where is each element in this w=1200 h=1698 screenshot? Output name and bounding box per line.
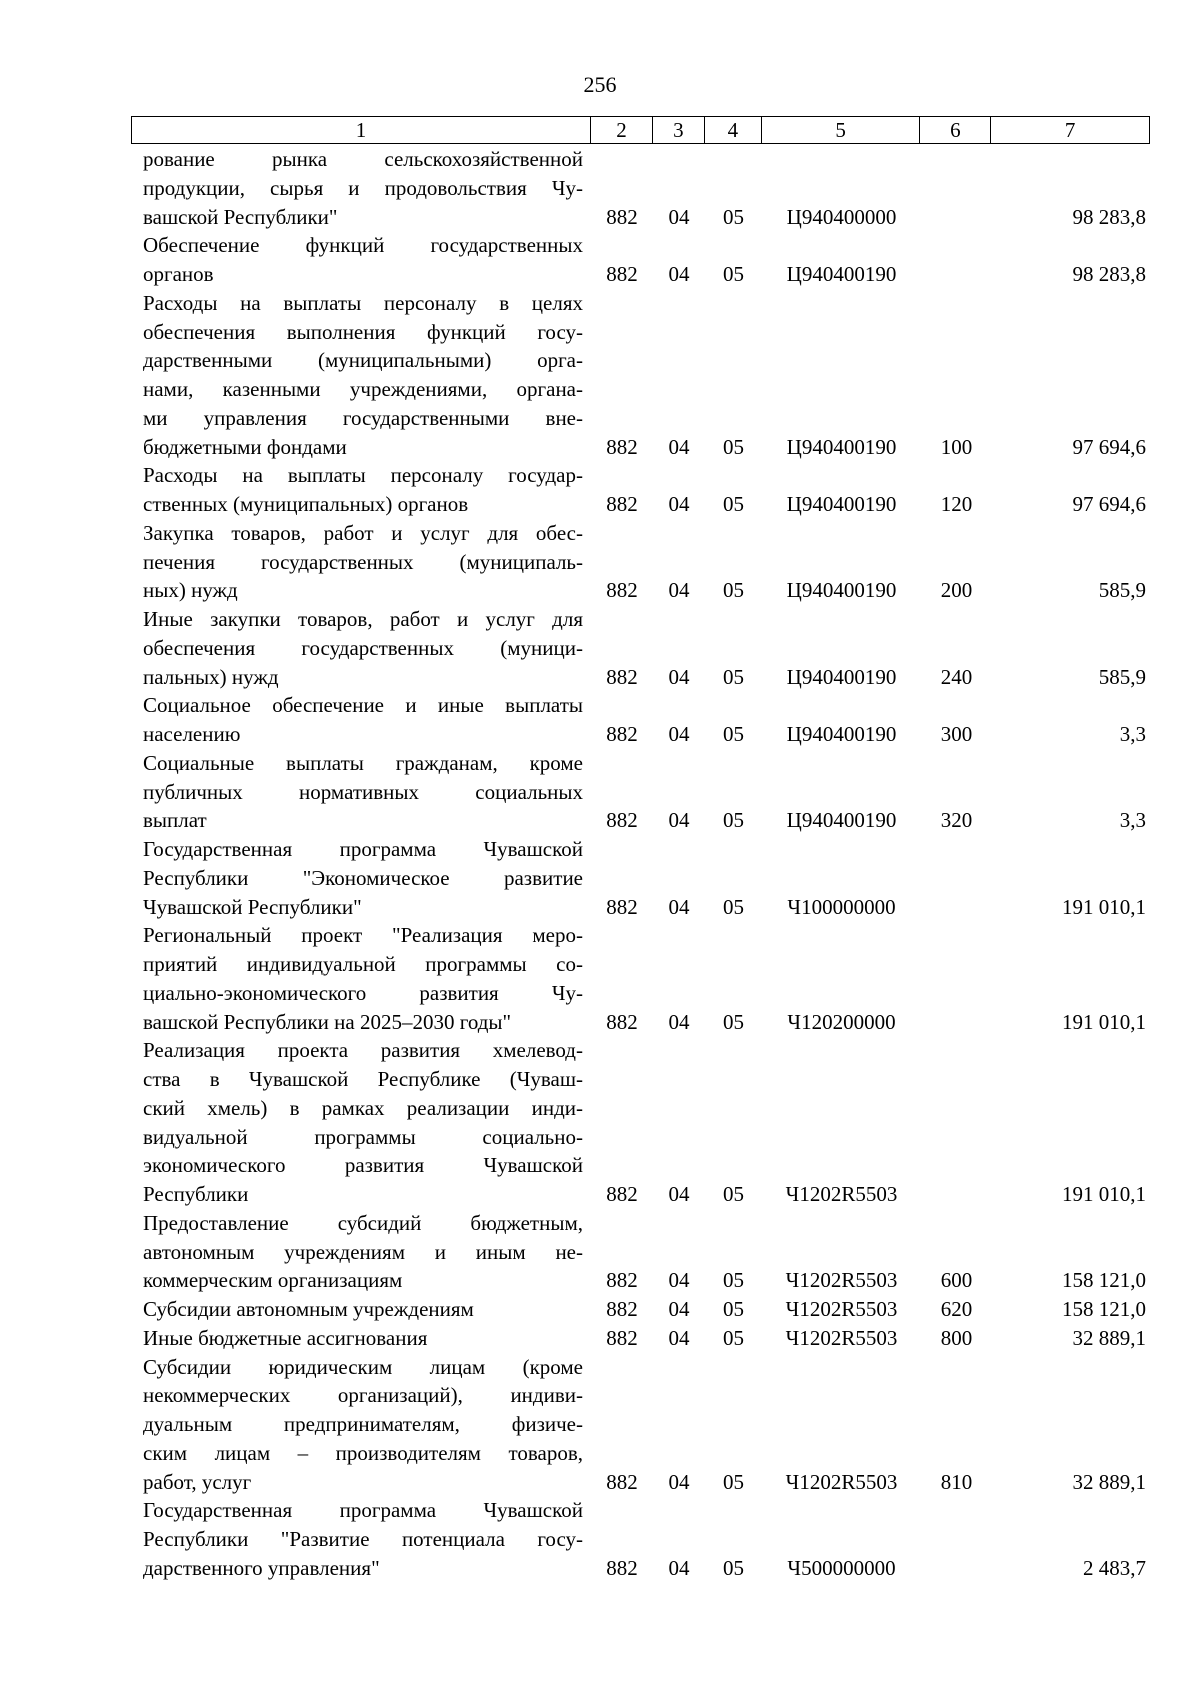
row-section-code: 04: [668, 1469, 690, 1494]
row-target-article: Ц940400000: [786, 204, 897, 229]
row-description: [131, 1324, 591, 1353]
row-description: [131, 835, 591, 921]
row-expense-type: 100: [940, 434, 973, 459]
description-line: Республики: [143, 1182, 249, 1206]
row-amount: 32 889,1: [1072, 1469, 1146, 1494]
row-subsection-code: 05: [723, 808, 744, 833]
row-section-code: 04: [668, 1268, 690, 1293]
row-amount: 191 010,1: [1062, 1182, 1146, 1206]
header-col-4: 4: [705, 117, 762, 143]
row-target-article: Ч1202R5503: [785, 1297, 898, 1321]
table-row: [131, 835, 1150, 921]
table-row: [131, 1036, 1150, 1209]
description-line: Чувашской Республики": [143, 894, 362, 919]
description-line: Закупка товаров, работ и услуг для обес-: [143, 520, 583, 545]
row-subsection-code: 05: [723, 578, 744, 603]
table-row: [131, 1353, 1150, 1497]
table-row: [131, 749, 1150, 835]
row-subsection-code: 05: [723, 204, 744, 229]
row-subsection-code: 05: [723, 434, 744, 459]
row-subsection-code: 05: [723, 1009, 744, 1034]
row-amount: 98 283,8: [1072, 262, 1146, 286]
table-row: [131, 289, 1150, 462]
row-description: [131, 461, 591, 519]
row-expense-type: 300: [940, 722, 973, 746]
row-amount: 97 694,6: [1072, 434, 1146, 459]
row-expense-type: 240: [940, 664, 973, 689]
row-subsection-code: 05: [723, 1182, 744, 1206]
row-amount: 158 121,0: [1062, 1297, 1146, 1321]
description-line: экономического развития Чувашской: [143, 1153, 583, 1178]
row-description: [131, 1496, 591, 1582]
description-line: Субсидии юридическим лицам (кроме: [143, 1354, 583, 1379]
description-line: некоммерческих организаций), индиви-: [143, 1383, 583, 1408]
row-amount: 3,3: [1119, 722, 1146, 746]
row-amount: 585,9: [1098, 578, 1146, 603]
row-expense-type: 200: [940, 578, 973, 603]
table-row: [131, 145, 1150, 231]
row-amount: 3,3: [1119, 808, 1146, 833]
description-line: органов: [143, 262, 214, 286]
row-subsection-code: 05: [723, 1325, 744, 1350]
row-target-article: Ч100000000: [787, 894, 896, 919]
description-line: Субсидии автономным учреждениям: [143, 1297, 474, 1321]
description-line: Республики "Развитие потенциала госу-: [143, 1527, 583, 1551]
row-target-article: Ц940400190: [786, 262, 897, 286]
description-line: вашской Республики": [143, 204, 338, 229]
description-line: Иные закупки товаров, работ и услуг для: [143, 607, 583, 631]
row-gr-code: 882: [606, 1325, 638, 1350]
table-row: [131, 691, 1150, 749]
row-target-article: Ч1202R5503: [785, 1182, 898, 1206]
row-section-code: 04: [668, 204, 690, 229]
row-gr-code: 882: [606, 262, 638, 286]
row-section-code: 04: [668, 1009, 690, 1034]
description-line: Реализация проекта развития хмелевод-: [143, 1038, 583, 1063]
description-line: нами, казенными учреждениями, органа-: [143, 377, 583, 401]
description-line: ский хмель) в рамках реализации инди-: [143, 1095, 583, 1120]
row-amount: 2 483,7: [1083, 1555, 1146, 1580]
row-target-article: Ц940400190: [786, 492, 897, 516]
description-line: Иные бюджетные ассигнования: [143, 1325, 428, 1350]
header-col-2: 2: [591, 117, 653, 143]
row-gr-code: 882: [606, 1268, 638, 1293]
row-subsection-code: 05: [723, 1555, 744, 1580]
row-subsection-code: 05: [723, 894, 744, 919]
row-amount: 158 121,0: [1062, 1268, 1146, 1293]
table-row: [131, 1295, 1150, 1324]
row-gr-code: 882: [606, 204, 638, 229]
row-gr-code: 882: [606, 1297, 638, 1321]
row-expense-type: 600: [940, 1268, 973, 1293]
description-line: дарственного управления": [143, 1555, 380, 1580]
row-amount: 585,9: [1098, 664, 1146, 689]
description-line: видуальной программы социально-: [143, 1124, 583, 1149]
row-section-code: 04: [668, 664, 690, 689]
description-line: приятий индивидуальной программы со-: [143, 952, 583, 976]
row-section-code: 04: [668, 492, 690, 516]
row-subsection-code: 05: [723, 1268, 744, 1293]
row-amount: 98 283,8: [1072, 204, 1146, 229]
row-description: [131, 921, 591, 1036]
row-section-code: 04: [668, 434, 690, 459]
description-line: вашской Республики на 2025–2030 годы": [143, 1009, 512, 1034]
row-section-code: 04: [668, 1325, 690, 1350]
row-description: [131, 691, 591, 749]
description-line: Расходы на выплаты персоналу государ-: [143, 463, 583, 488]
table-row: [131, 1496, 1150, 1582]
row-target-article: Ц940400190: [786, 578, 897, 603]
description-line: рование рынка сельскохозяйственной: [143, 147, 583, 171]
description-line: ства в Чувашской Республике (Чуваш-: [143, 1067, 583, 1091]
row-section-code: 04: [668, 1182, 690, 1206]
row-description: [131, 145, 591, 231]
table-row: [131, 921, 1150, 1036]
description-line: Республики "Экономическое развитие: [143, 865, 583, 890]
page-number: 256: [583, 72, 617, 97]
row-description: [131, 749, 591, 835]
row-section-code: 04: [668, 894, 690, 919]
table-row: [131, 1209, 1150, 1295]
description-line: печения государственных (муниципаль-: [143, 549, 583, 574]
table-row: [131, 519, 1150, 605]
row-expense-type: 320: [940, 808, 973, 833]
row-subsection-code: 05: [723, 664, 744, 689]
description-line: продукции, сырья и продовольствия Чу-: [143, 175, 583, 200]
row-target-article: Ч1202R5503: [785, 1325, 898, 1350]
description-line: ственных (муниципальных) органов: [143, 492, 469, 516]
description-line: циально-экономического развития Чу-: [143, 980, 583, 1005]
row-section-code: 04: [668, 262, 690, 286]
description-line: Социальное обеспечение и иные выплаты: [143, 693, 583, 718]
row-target-article: Ц940400190: [786, 664, 897, 689]
row-gr-code: 882: [606, 1009, 638, 1034]
description-line: Обеспечение функций государственных: [143, 233, 583, 258]
description-line: пальных) нужд: [143, 664, 279, 689]
row-gr-code: 882: [606, 808, 638, 833]
row-amount: 32 889,1: [1072, 1325, 1146, 1350]
row-gr-code: 882: [606, 434, 638, 459]
description-line: бюджетными фондами: [143, 434, 347, 459]
description-line: автономным учреждениям и иным не-: [143, 1239, 583, 1264]
row-gr-code: 882: [606, 1555, 638, 1580]
row-gr-code: 882: [606, 664, 638, 689]
row-expense-type: 620: [940, 1297, 973, 1321]
table-header: [131, 116, 1150, 144]
row-gr-code: 882: [606, 1469, 638, 1494]
description-line: Региональный проект "Реализация меро-: [143, 923, 583, 948]
row-section-code: 04: [668, 578, 690, 603]
row-target-article: Ч500000000: [787, 1555, 896, 1580]
header-col-3: 3: [653, 117, 705, 143]
table-row: [131, 605, 1150, 691]
row-description: [131, 231, 591, 289]
row-description: [131, 605, 591, 691]
row-amount: 191 010,1: [1062, 1009, 1146, 1034]
row-target-article: Ц940400190: [786, 434, 897, 459]
row-subsection-code: 05: [723, 1469, 744, 1494]
description-line: коммерческим организациям: [143, 1268, 403, 1293]
row-expense-type: 810: [940, 1469, 973, 1494]
description-line: Социальные выплаты гражданам, кроме: [143, 750, 583, 775]
row-section-code: 04: [668, 1297, 690, 1321]
row-description: [131, 1209, 591, 1295]
description-line: Расходы на выплаты персоналу в целях: [143, 290, 583, 315]
header-col-1: 1: [132, 117, 591, 143]
description-line: Государственная программа Чувашской: [143, 1498, 583, 1523]
header-col-7: 7: [1064, 118, 1076, 142]
row-gr-code: 882: [606, 894, 638, 919]
row-gr-code: 882: [606, 1182, 638, 1206]
row-target-article: Ц940400190: [786, 722, 897, 746]
row-gr-code: 882: [606, 722, 638, 746]
row-target-article: Ч120200000: [787, 1009, 896, 1034]
description-line: Предоставление субсидий бюджетным,: [143, 1210, 583, 1235]
table-row: [131, 1324, 1150, 1353]
row-expense-type: 800: [940, 1325, 973, 1350]
row-description: [131, 1295, 591, 1324]
row-description: [131, 1353, 591, 1497]
description-line: населению: [143, 722, 241, 746]
description-line: ных) нужд: [143, 578, 238, 603]
row-expense-type: 120: [940, 492, 973, 516]
description-line: дарственными (муниципальными) орга-: [143, 348, 583, 373]
header-col-6: 6: [920, 117, 991, 143]
description-line: ми управления государственными вне-: [143, 405, 583, 430]
row-amount: 97 694,6: [1072, 492, 1146, 516]
description-line: обеспечения выполнения функций госу-: [143, 319, 583, 344]
row-description: [131, 519, 591, 605]
description-line: Государственная программа Чувашской: [143, 837, 583, 861]
table-row: [131, 461, 1150, 519]
row-section-code: 04: [668, 722, 690, 746]
description-line: выплат: [143, 808, 207, 833]
row-subsection-code: 05: [723, 262, 744, 286]
row-amount: 191 010,1: [1062, 894, 1146, 919]
description-line: публичных нормативных социальных: [143, 779, 583, 804]
budget-table-body: [131, 145, 1150, 1583]
description-line: работ, услуг: [143, 1469, 252, 1494]
row-section-code: 04: [668, 1555, 690, 1580]
row-subsection-code: 05: [723, 722, 744, 746]
row-subsection-code: 05: [723, 1297, 744, 1321]
row-target-article: Ц940400190: [786, 808, 897, 833]
row-target-article: Ч1202R5503: [785, 1268, 898, 1293]
row-target-article: Ч1202R5503: [785, 1469, 898, 1494]
row-description: [131, 1036, 591, 1209]
row-gr-code: 882: [606, 492, 638, 516]
row-subsection-code: 05: [723, 492, 744, 516]
row-gr-code: 882: [606, 578, 638, 603]
table-row: [131, 231, 1150, 289]
description-line: обеспечения государственных (муници-: [143, 635, 583, 660]
description-line: дуальным предпринимателям, физиче-: [143, 1412, 583, 1436]
row-section-code: 04: [668, 808, 690, 833]
row-description: [131, 289, 591, 462]
header-col-5: 5: [762, 117, 921, 143]
description-line: ским лицам – производителям товаров,: [143, 1440, 583, 1465]
